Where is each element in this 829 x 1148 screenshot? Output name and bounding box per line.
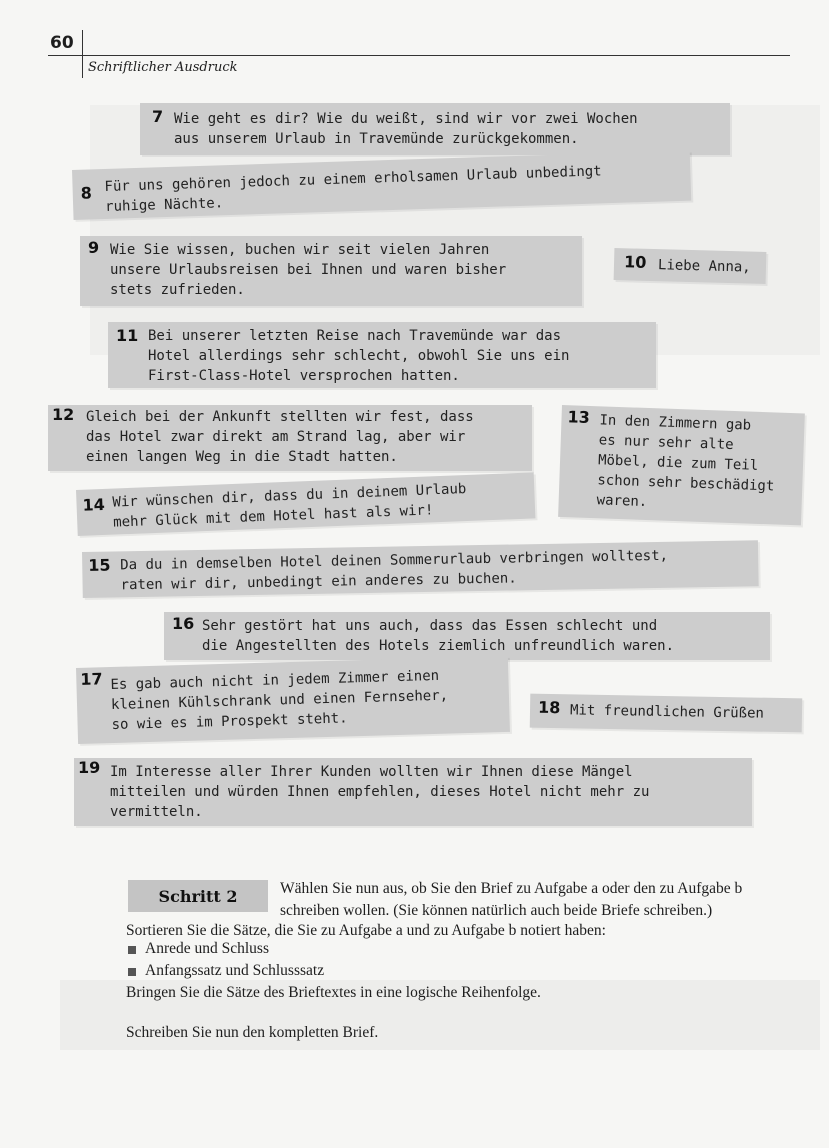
bullet-item: Anfangssatz und Schlusssatz — [145, 962, 325, 979]
strip-text: Wie geht es dir? Wie du weißt, sind wir vor zwei Wochen aus unserem Urlaub in Travemünde zurückgekommen. — [174, 111, 638, 147]
strip-number: 19 — [78, 758, 101, 777]
strip-number: 13 — [567, 407, 591, 427]
strip-number: 10 — [623, 252, 647, 272]
instruction-line: Bringen Sie die Sätze des Brieftextes in eine logische Reihenfolge. — [126, 984, 541, 1001]
schritt-label: Schritt 2 — [128, 880, 268, 912]
strip-text: Da du in demselben Hotel deinen Sommerurlaub verbringen wolltest, raten wir dir, unbedingt ein anderes zu buchen. — [120, 547, 669, 594]
sentence-strip-13 — [558, 405, 805, 525]
sentence-strip-17 — [76, 656, 510, 744]
strip-number: 11 — [116, 326, 139, 345]
strip-text: Gleich bei der Ankunft stellten wir fest, dass das Hotel zwar direkt am Strand lag, aber wir einen langen Weg in die Stadt hatten. — [86, 409, 474, 465]
sentence-strip-19 — [74, 758, 752, 826]
sentence-strip-15 — [82, 540, 759, 598]
strip-text: Wie Sie wissen, buchen wir seit vielen Jahren unsere Urlaubsreisen bei Ihnen und waren bisher stets zufrieden. — [110, 242, 507, 298]
instruction-line: Wählen Sie nun aus, ob Sie den Brief zu Aufgabe a oder den zu Aufgabe b — [280, 880, 743, 897]
section-title: Schriftlicher Ausdruck — [88, 60, 238, 75]
strip-number: 12 — [52, 405, 75, 424]
sentence-strip-11 — [108, 322, 656, 388]
sentence-strip-12 — [48, 405, 532, 471]
sentence-strip-10 — [614, 248, 767, 284]
bullet-square-icon — [128, 946, 136, 954]
strip-number: 8 — [80, 183, 93, 203]
sentence-strip-16 — [164, 612, 770, 660]
instruction-line: Sortieren Sie die Sätze, die Sie zu Aufgabe a und zu Aufgabe b notiert haben: — [126, 922, 606, 939]
strip-text: Mit freundlichen Grüßen — [569, 702, 765, 722]
page-number: 60 — [50, 33, 74, 53]
instruction-line: Schreiben Sie nun den kompletten Brief. — [126, 1024, 379, 1041]
strip-text: Für uns gehören jedoch zu einem erholsamen Urlaub unbedingt ruhige Nächte. — [104, 163, 602, 215]
strip-text: Bei unserer letzten Reise nach Travemünde war das Hotel allerdings sehr schlecht, obwohl Sie uns ein First-Class-Hotel versprochen hatten. — [148, 328, 570, 384]
header-divider-vertical — [82, 30, 83, 78]
strip-number: 16 — [172, 614, 195, 633]
strip-number: 7 — [152, 107, 164, 126]
strip-text: Liebe Anna, — [657, 257, 751, 276]
strip-number: 17 — [80, 669, 103, 689]
strip-number: 9 — [88, 238, 100, 257]
strip-text: Wir wünschen dir, dass du in deinem Urlaub mehr Glück mit dem Hotel hast als wir! — [112, 481, 467, 531]
strip-number: 15 — [88, 555, 111, 575]
strip-number: 14 — [82, 494, 106, 515]
sentence-strip-7 — [140, 103, 730, 155]
sentence-strip-9 — [80, 236, 582, 306]
strip-text: Es gab auch nicht in jedem Zimmer einen kleinen Kühlschrank und einen Fernseher, so wie es im Prospekt steht. — [110, 667, 449, 734]
strip-number: 18 — [537, 697, 561, 718]
instruction-line: schreiben wollen. (Sie können natürlich auch beide Briefe schreiben.) — [280, 902, 713, 919]
bullet-item: Anrede und Schluss — [145, 940, 269, 957]
header-divider — [48, 55, 790, 56]
strip-text: Im Interesse aller Ihrer Kunden wollten wir Ihnen diese Mängel mitteilen und würden Ihnen empfehlen, dieses Hotel nicht mehr zu vermitteln. — [110, 764, 650, 820]
sentence-strip-18 — [530, 694, 803, 733]
strip-text: In den Zimmern gab es nur sehr alte Möbel, die zum Teil schon sehr beschädigt waren. — [596, 412, 775, 511]
strip-text: Sehr gestört hat uns auch, dass das Essen schlecht und die Angestellten des Hotels ziemlich unfreundlich waren. — [202, 618, 675, 654]
bullet-square-icon — [128, 968, 136, 976]
sentence-strip-14 — [76, 472, 535, 536]
